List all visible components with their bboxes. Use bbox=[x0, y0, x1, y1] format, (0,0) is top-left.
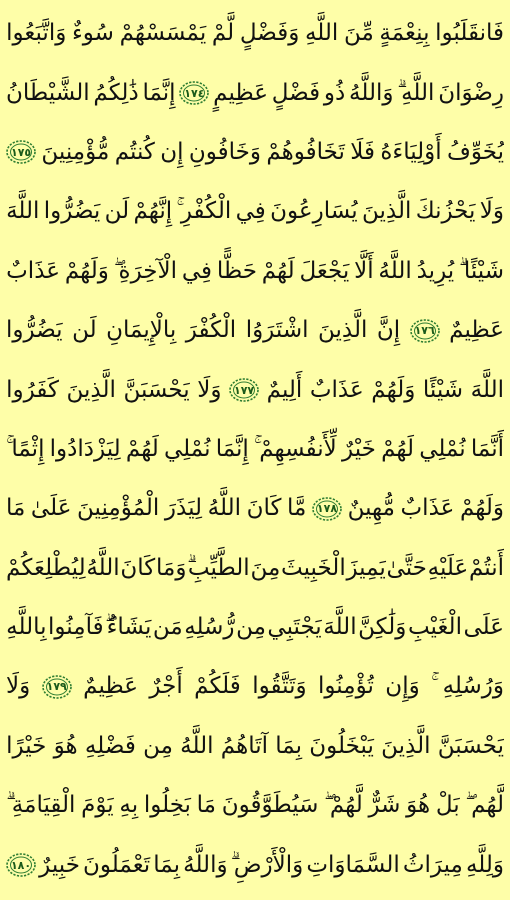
quran-word: مَّا bbox=[287, 495, 307, 522]
quran-line bbox=[6, 420, 504, 479]
quran-word: وَلَهُمْ bbox=[459, 495, 504, 522]
quran-word: شَيْئًا bbox=[422, 376, 464, 403]
quran-word: فَلَا bbox=[350, 138, 375, 165]
quran-word: مِنَ bbox=[250, 554, 281, 581]
ayah-end-marker-icon bbox=[179, 81, 209, 105]
quran-word: كَفَرُوا bbox=[6, 376, 59, 403]
quran-line bbox=[6, 4, 504, 63]
ayah-number: ١٧٥ bbox=[10, 145, 32, 159]
ayah-number: ١٧٤ bbox=[184, 86, 205, 100]
quran-word: يَبْخَلُونَ bbox=[309, 732, 374, 759]
quran-word: يَحْسَبَنَّ bbox=[437, 732, 504, 759]
quran-word: لَّهُم bbox=[471, 792, 504, 819]
quran-word: كَانَ bbox=[246, 495, 282, 522]
quran-word: فِي bbox=[181, 257, 212, 284]
quran-word: الشَّيْطَانُ bbox=[6, 79, 90, 106]
quran-word: مَا bbox=[6, 495, 26, 522]
ayah-number: ١٧٧ bbox=[233, 383, 255, 397]
quran-word: الْكُفْرَ bbox=[185, 317, 237, 344]
quran-word: إِن bbox=[160, 138, 184, 165]
quran-word: هُوَ bbox=[406, 792, 431, 819]
quran-word: فَانقَلَبُوا bbox=[435, 20, 504, 47]
quran-line bbox=[6, 835, 504, 894]
ayah-end-marker-icon bbox=[312, 497, 342, 521]
quran-word: كُنتُم bbox=[114, 138, 155, 165]
quran-line bbox=[6, 539, 504, 598]
quran-word: عَذَابٌ bbox=[400, 495, 455, 522]
quran-word: بِهِ bbox=[119, 792, 139, 819]
quran-word: أَنتُمْ bbox=[468, 554, 504, 581]
quran-word: بَخِلُوا bbox=[143, 792, 191, 819]
quran-word: لَهُمْ bbox=[125, 435, 159, 462]
quran-word: يَمِيزَ bbox=[346, 554, 386, 581]
quran-word: وَلَا bbox=[197, 376, 222, 403]
quran-line bbox=[6, 182, 504, 241]
quran-word: كَانَ bbox=[120, 554, 156, 581]
quran-word: مَا bbox=[196, 792, 216, 819]
quran-word: يُخَوِّفُ bbox=[447, 138, 504, 165]
quran-word: فَلَكُمْ bbox=[194, 673, 241, 700]
quran-word: تُؤْمِنُوا bbox=[318, 673, 374, 700]
quran-word: إِنَّمَا bbox=[142, 79, 176, 106]
quran-word: مُّهِينٌ bbox=[347, 495, 395, 522]
quran-word: يَضُرُّوا bbox=[43, 198, 101, 225]
quran-word: وَتَتَّقُوا bbox=[252, 673, 307, 700]
quran-word: اللَّهِ bbox=[401, 79, 435, 106]
quran-word: آتَاهُمُ bbox=[220, 732, 269, 759]
quran-word: لِيُطْلِعَكُمْ bbox=[6, 554, 86, 581]
quran-word: يُسَارِعُونَ bbox=[270, 198, 358, 225]
quran-word: بِمَا bbox=[275, 732, 303, 759]
quran-word: الْخَبِيثَ bbox=[281, 554, 346, 581]
quran-word: بِاللَّهِ bbox=[6, 614, 47, 641]
quran-word: اللَّهُ bbox=[378, 257, 412, 284]
quran-word: مِن bbox=[236, 614, 266, 641]
quran-word: يَمْسَسْهُمْ bbox=[119, 20, 207, 47]
quran-line bbox=[6, 776, 504, 835]
quran-word: عَظِيمٌ bbox=[449, 317, 504, 344]
quran-word: بِمَا bbox=[153, 851, 181, 878]
quran-line bbox=[6, 242, 504, 301]
ayah-end-marker-icon bbox=[6, 853, 36, 877]
quran-word: وَلَا bbox=[6, 673, 31, 700]
quran-word: لَهُمْ bbox=[261, 257, 295, 284]
quran-word: مُّؤْمِنِينَ bbox=[41, 138, 110, 165]
quran-word: فَآمِنُوا bbox=[48, 614, 104, 641]
quran-word: خَيْرًا bbox=[6, 732, 47, 759]
quran-word: ذَٰلِكُمُ bbox=[93, 79, 139, 106]
quran-word: أَنَّمَا bbox=[470, 435, 504, 462]
quran-word: عَذَابٌ bbox=[6, 257, 60, 284]
quran-word: يَجْعَلَ bbox=[299, 257, 350, 284]
quran-word: يَضُرُّوا bbox=[6, 317, 63, 344]
quran-word: مِّنَ bbox=[343, 20, 374, 47]
quran-word: يَشَاءُ bbox=[106, 614, 152, 641]
ayah-end-marker-icon bbox=[42, 675, 72, 699]
ayah-end-marker-icon bbox=[410, 319, 440, 343]
quran-word: وَمَا bbox=[156, 554, 187, 581]
quran-word: وَاتَّبَعُوا bbox=[6, 20, 67, 47]
quran-word: وَرُسُلِهِ bbox=[442, 673, 504, 700]
quran-word: الطَّيِّبِ bbox=[187, 554, 250, 581]
quran-word: الْقِيَامَةِ bbox=[11, 792, 76, 819]
ayah-number: ١٨٠ bbox=[10, 858, 32, 872]
quran-word: وَلَٰكِنَّ bbox=[358, 614, 407, 641]
ayah-end-marker-icon bbox=[6, 140, 36, 164]
quran-word: نُمْلِي bbox=[164, 435, 211, 462]
quran-word: مَن bbox=[152, 614, 183, 641]
quran-word: أَجْرٌ bbox=[149, 673, 183, 700]
quran-word: نُمْلِي bbox=[419, 435, 466, 462]
quran-word: سَيُطَوَّقُونَ bbox=[221, 792, 319, 819]
quran-word: عَذَابٌ bbox=[309, 376, 364, 403]
quran-word: اللَّهَ bbox=[470, 376, 504, 403]
quran-word: وَاللَّهُ bbox=[349, 79, 394, 106]
quran-word: وَاللَّهُ bbox=[183, 851, 228, 878]
quran-word: اللَّهِ bbox=[304, 20, 339, 47]
quran-word: إِنَّهُمْ bbox=[133, 198, 173, 225]
quran-word: وَلَهُمْ bbox=[371, 376, 416, 403]
quran-word: يُرِيدُ bbox=[416, 257, 455, 284]
quran-word: رُّسُلِهِ bbox=[184, 614, 235, 641]
quran-word: وَخَافُونِ bbox=[188, 138, 261, 165]
quran-line bbox=[6, 717, 504, 776]
quran-word: عَظِيمٍ bbox=[213, 79, 268, 106]
ayah-number: ١٧٦ bbox=[414, 324, 435, 338]
quran-word: اللَّهُ bbox=[207, 495, 241, 522]
quran-word: اللَّهُ bbox=[180, 732, 214, 759]
quran-word: فَضْلٍ bbox=[271, 79, 321, 106]
quran-word: الْآخِرَةِ bbox=[118, 257, 177, 284]
quran-word: فِي bbox=[235, 198, 266, 225]
quran-word: يَحْزُنكَ bbox=[415, 198, 476, 225]
ayah-end-marker-icon bbox=[229, 378, 259, 402]
quran-word: الَّذِينَ bbox=[66, 376, 116, 403]
quran-word: لِيَزْدَادُوا bbox=[49, 435, 121, 462]
quran-word: لَّهُمْ bbox=[329, 792, 363, 819]
quran-word: عَلَىٰ bbox=[30, 495, 72, 522]
quran-word: اللَّهُ bbox=[86, 554, 120, 581]
quran-word: إِنَّمَا bbox=[215, 435, 249, 462]
quran-word: يَجْتَبِي bbox=[267, 614, 322, 641]
quran-word: حَتَّىٰ bbox=[386, 554, 427, 581]
quran-word: الْكُفْرِ bbox=[180, 198, 232, 225]
quran-word: أَوْلِيَاءَهُ bbox=[380, 138, 442, 165]
quran-line bbox=[6, 360, 504, 419]
quran-word: إِثْمًا bbox=[11, 435, 45, 462]
quran-word: سُوءٌ bbox=[71, 20, 114, 47]
quran-word: وَلِلَّهِ bbox=[465, 851, 504, 878]
quran-line bbox=[6, 598, 504, 657]
quran-word: الَّذِينَ bbox=[317, 317, 368, 344]
ayah-number: ١٧٨ bbox=[316, 502, 338, 516]
quran-word: السَّمَاوَاتِ bbox=[306, 851, 400, 878]
quran-word: خَبِيرٌ bbox=[39, 851, 80, 878]
quran-word: رِضْوَانَ bbox=[438, 79, 504, 106]
quran-word: مِيرَاثُ bbox=[402, 851, 463, 878]
quran-word: شَيْئًا bbox=[463, 257, 504, 284]
quran-word: هُوَ bbox=[53, 732, 78, 759]
quran-word: يَوْمَ bbox=[81, 792, 114, 819]
quran-line bbox=[6, 301, 504, 360]
quran-word: بِالْإِيمَانِ bbox=[106, 317, 177, 344]
quran-word: الْمُؤْمِنِينَ bbox=[77, 495, 160, 522]
quran-word: لِّأَنفُسِهِمْ bbox=[259, 435, 337, 462]
quran-word: عَلَى bbox=[463, 614, 504, 641]
quran-word: لَّمْ bbox=[211, 20, 235, 47]
quran-word: اللَّهَ bbox=[323, 614, 357, 641]
quran-word: لَن bbox=[72, 317, 97, 344]
quran-line bbox=[6, 479, 504, 538]
quran-word: وَلَا bbox=[479, 198, 504, 225]
quran-word: الْغَيْبِ bbox=[407, 614, 462, 641]
quran-word: اشْتَرَوُا bbox=[245, 317, 309, 344]
quran-word: بَلْ bbox=[435, 792, 460, 819]
quran-word: وَلَهُمْ bbox=[64, 257, 109, 284]
quran-line bbox=[6, 63, 504, 122]
quran-word: فَضْلِهِ bbox=[84, 732, 136, 759]
quran-word: لَهُمْ bbox=[381, 435, 414, 462]
quran-word: وَفَضْلٍ bbox=[239, 20, 300, 47]
quran-word: شَرٌّ bbox=[368, 792, 401, 819]
quran-word: الَّذِينَ bbox=[361, 198, 412, 225]
quran-line bbox=[6, 657, 504, 716]
quran-word: إِنَّ bbox=[376, 317, 401, 344]
ayah-number: ١٧٩ bbox=[46, 680, 67, 694]
quran-word: عَظِيمٌ bbox=[83, 673, 138, 700]
quran-word: أَلَّا bbox=[354, 257, 374, 284]
quran-word: لَن bbox=[104, 198, 130, 225]
quran-word: تَعْمَلُونَ bbox=[83, 851, 151, 878]
quran-word: الَّذِينَ bbox=[381, 732, 431, 759]
quran-word: بِنِعْمَةٍ bbox=[379, 20, 430, 47]
quran-word: اللَّهَ bbox=[6, 198, 40, 225]
quran-word: عَلَيْهِ bbox=[427, 554, 469, 581]
quran-word: لِيَذَرَ bbox=[164, 495, 203, 522]
quran-word: خَيْرٌ bbox=[342, 435, 376, 462]
quran-word: وَإِن bbox=[385, 673, 420, 700]
quran-word: يَحْسَبَنَّ bbox=[123, 376, 190, 403]
quran-line bbox=[6, 123, 504, 182]
quran-word: مِن bbox=[143, 732, 173, 759]
quran-word: أَلِيمٌ bbox=[266, 376, 303, 403]
quran-word: حَظًّا bbox=[216, 257, 257, 284]
quran-word: وَالْأَرْضِ bbox=[233, 851, 304, 878]
quran-word: ذُو bbox=[323, 79, 346, 106]
quran-word: تَخَافُوهُمْ bbox=[266, 138, 345, 165]
